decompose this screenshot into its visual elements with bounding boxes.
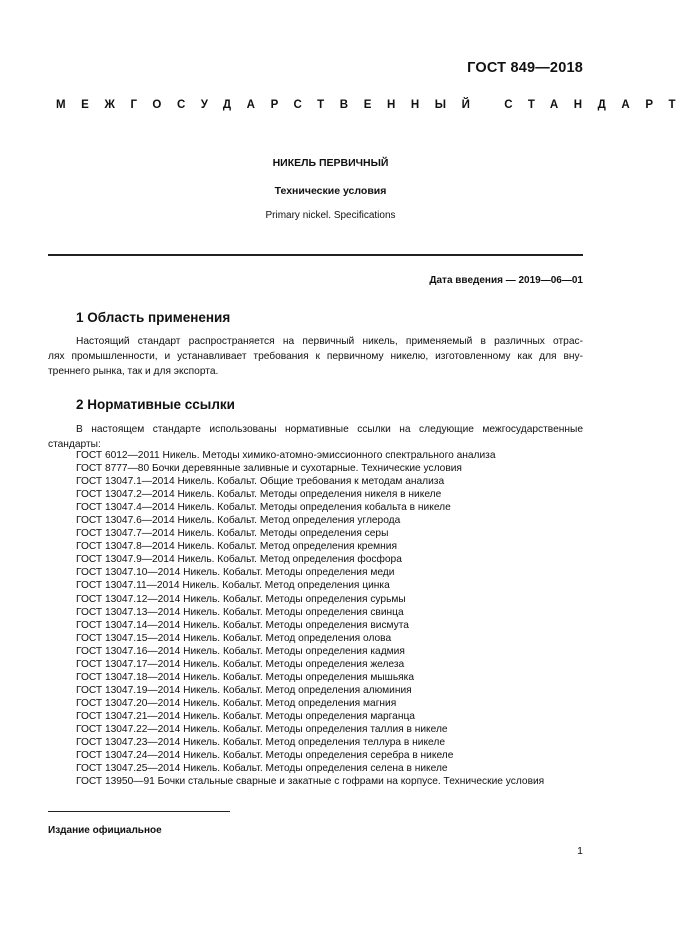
footer-divider: [48, 811, 230, 812]
section-2-heading: 2 Нормативные ссылки: [76, 397, 235, 412]
reference-item: ГОСТ 13047.24—2014 Никель. Кобальт. Методы определения серебра в никеле: [76, 750, 454, 762]
title-divider: [48, 254, 583, 256]
reference-item: ГОСТ 13047.17—2014 Никель. Кобальт. Методы определения железа: [76, 658, 405, 670]
reference-item: ГОСТ 8777—80 Бочки деревянные заливные и сухотарные. Технические условия: [76, 463, 462, 475]
reference-item: ГОСТ 13047.7—2014 Никель. Кобальт. Методы определения серы: [76, 528, 389, 540]
document-subtitle: Технические условия: [274, 185, 387, 197]
effective-date: Дата введения — 2019—06—01: [429, 275, 583, 286]
reference-item: ГОСТ 13047.18—2014 Никель. Кобальт. Методы определения мышьяка: [76, 671, 415, 683]
section-1-paragraph: [48, 335, 583, 379]
paragraph-line: стандарты:: [48, 438, 101, 450]
reference-item: ГОСТ 13047.2—2014 Никель. Кобальт. Методы определения никеля в никеле: [76, 489, 442, 501]
section-1-heading: 1 Область применения: [76, 310, 231, 325]
paragraph-line: треннего рынка, так и для экспорта.: [48, 365, 219, 377]
reference-item: ГОСТ 13047.8—2014 Никель. Кобальт. Метод определения кремния: [76, 541, 397, 553]
reference-list: [76, 449, 586, 788]
paragraph-line: лях промышленности, и устанавливает требования к первичному никелю, изготовленному как для вну-: [48, 350, 583, 362]
reference-item: ГОСТ 13047.25—2014 Никель. Кобальт. Методы определения селена в никеле: [76, 763, 448, 775]
reference-item: ГОСТ 13047.20—2014 Никель. Кобальт. Метод определения магния: [76, 697, 397, 709]
reference-item: ГОСТ 13047.4—2014 Никель. Кобальт. Методы определения кобальта в никеле: [76, 502, 451, 514]
page-number: 1: [577, 845, 583, 857]
document-title-english: Primary nickel. Specifications: [265, 210, 396, 221]
reference-item: ГОСТ 13047.9—2014 Никель. Кобальт. Метод определения фосфора: [76, 554, 402, 566]
reference-item: ГОСТ 13047.14—2014 Никель. Кобальт. Методы определения висмута: [76, 619, 409, 631]
reference-item: ГОСТ 13950—91 Бочки стальные сварные и закатные с гофрами на корпусе. Технические условия: [76, 776, 545, 788]
document-title: НИКЕЛЬ ПЕРВИЧНЫЙ: [272, 157, 389, 169]
reference-item: ГОСТ 13047.19—2014 Никель. Кобальт. Метод определения алюминия: [76, 684, 412, 696]
edition-label: Издание официальное: [48, 825, 162, 836]
reference-item: ГОСТ 6012—2011 Никель. Методы химико-атомно-эмиссионного спектрального анализа: [76, 450, 496, 461]
reference-item: ГОСТ 13047.11—2014 Никель. Кобальт. Метод определения цинка: [76, 580, 390, 592]
reference-item: ГОСТ 13047.22—2014 Никель. Кобальт. Методы определения таллия в никеле: [76, 723, 448, 735]
reference-item: ГОСТ 13047.16—2014 Никель. Кобальт. Методы определения кадмия: [76, 645, 405, 657]
interstate-standard-banner: МЕЖГОСУДАРСТВЕННЫЙ СТАНДАРТ: [56, 99, 691, 111]
reference-item: ГОСТ 13047.1—2014 Никель. Кобальт. Общие требования к методам анализа: [76, 476, 445, 488]
reference-item: ГОСТ 13047.12—2014 Никель. Кобальт. Методы определения сурьмы: [76, 593, 406, 605]
reference-item: ГОСТ 13047.6—2014 Никель. Кобальт. Метод определения углерода: [76, 515, 401, 527]
reference-item: ГОСТ 13047.21—2014 Никель. Кобальт. Методы определения марганца: [76, 710, 415, 722]
paragraph-line: В настоящем стандарте использованы нормативные ссылки на следующие межгосударственные: [76, 424, 583, 435]
paragraph-line: Настоящий стандарт распространяется на первичный никель, применяемый в различных отрас-: [76, 336, 583, 347]
reference-item: ГОСТ 13047.15—2014 Никель. Кобальт. Метод определения олова: [76, 632, 392, 644]
reference-item: ГОСТ 13047.10—2014 Никель. Кобальт. Методы определения меди: [76, 567, 395, 579]
gost-number: ГОСТ 849—2018: [467, 60, 583, 76]
reference-item: ГОСТ 13047.23—2014 Никель. Кобальт. Метод определения теллура в никеле: [76, 737, 445, 749]
reference-item: ГОСТ 13047.13—2014 Никель. Кобальт. Методы определения свинца: [76, 606, 404, 618]
